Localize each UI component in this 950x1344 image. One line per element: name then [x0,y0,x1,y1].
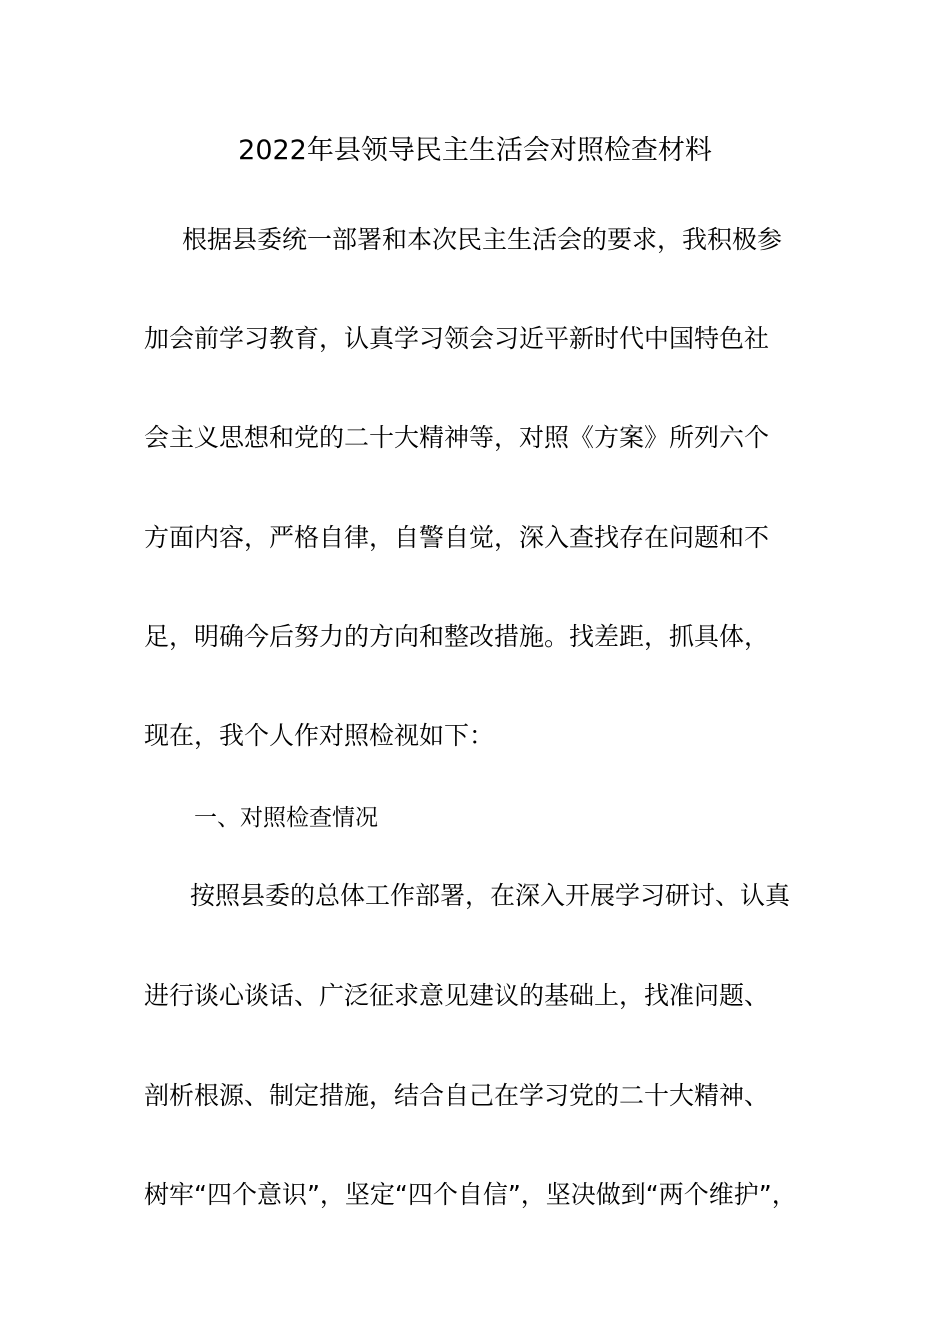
paragraph-line: 按照县委的总体工作部署，在深入开展学习研讨、认真 [190,881,791,910]
paragraph-line: 方面内容，严格自律，自警自觉，深入查找存在问题和不 [144,523,770,552]
paragraph-line: 现在，我个人作对照检视如下： [144,721,495,750]
paragraph-line: 加会前学习教育，认真学习领会习近平新时代中国特色社 [144,324,770,353]
section-heading: 一、对照检查情况 [194,805,378,831]
paragraph-line: 进行谈心谈话、广泛征求意见建议的基础上，找准问题、 [144,981,770,1010]
paragraph-line: 树牢“四个意识”，坚定“四个自信”，坚决做到“两个维护”， [144,1180,797,1209]
paragraph-line: 根据县委统一部署和本次民主生活会的要求，我积极参 [182,225,783,254]
paragraph-line: 剖析根源、制定措施，结合自己在学习党的二十大精神、 [144,1081,770,1110]
paragraph-line: 足，明确今后努力的方向和整改措施。找差距，抓具体， [144,622,770,651]
paragraph-line: 会主义思想和党的二十大精神等，对照《方案》所列六个 [144,423,770,452]
document-title: 2022年县领导民主生活会对照检查材料 [238,135,712,166]
